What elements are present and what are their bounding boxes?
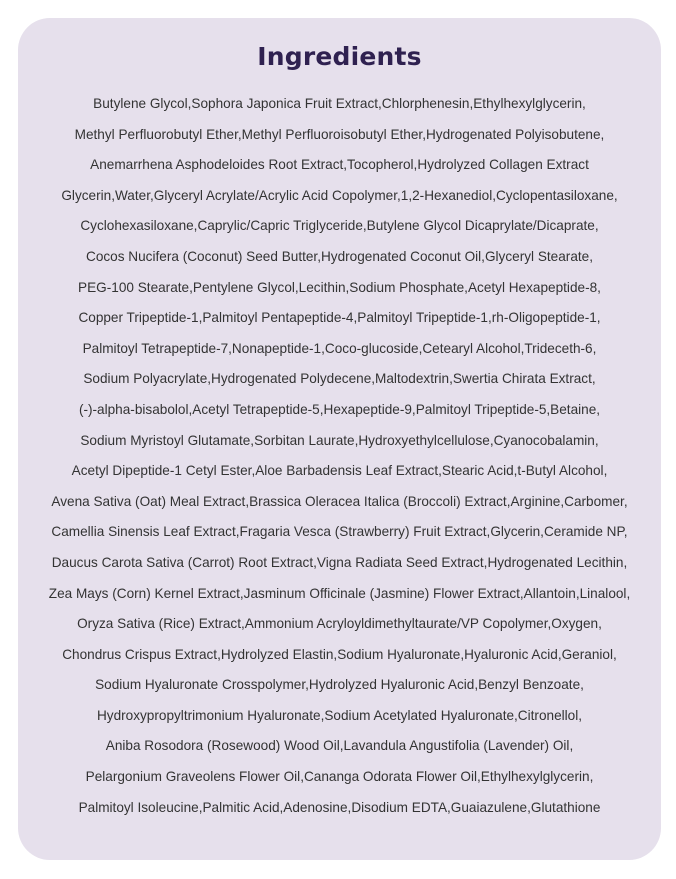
ingredient-line: Palmitoyl Isoleucine,Palmitic Acid,Adenosine,Disodium EDTA,Guaiazulene,Glutathione bbox=[78, 799, 601, 815]
ingredient-line: Hydroxypropyltrimonium Hyaluronate,Sodium Acetylated Hyaluronate,Citronellol, bbox=[96, 707, 583, 723]
ingredient-line: Avena Sativa (Oat) Meal Extract,Brassica Oleracea Italica (Broccoli) Extract,Arginine,Carbomer, bbox=[51, 493, 628, 509]
ingredient-line: Oryza Sativa (Rice) Extract,Ammonium Acryloyldimethyltaurate/VP Copolymer,Oxygen, bbox=[77, 616, 602, 632]
ingredients-panel bbox=[18, 18, 661, 860]
ingredient-line: Anemarrhena Asphodeloides Root Extract,Tocopherol,Hydrolyzed Collagen Extract bbox=[90, 157, 589, 173]
ingredient-line: Sodium Myristoyl Glutamate,Sorbitan Laurate,Hydroxyethylcellulose,Cyanocobalamin, bbox=[80, 432, 599, 448]
ingredient-line: Butylene Glycol,Sophora Japonica Fruit Extract,Chlorphenesin,Ethylhexylglycerin, bbox=[93, 96, 586, 111]
ingredients-title: Ingredients bbox=[257, 42, 422, 71]
ingredient-line: Sodium Polyacrylate,Hydrogenated Polydecene,Maltodextrin,Swertia Chirata Extract, bbox=[83, 371, 596, 387]
ingredient-line: Zea Mays (Corn) Kernel Extract,Jasminum Officinale (Jasmine) Flower Extract,Allantoin,Linalool, bbox=[48, 585, 631, 601]
ingredient-line: Cyclohexasiloxane,Caprylic/Capric Triglyceride,Butylene Glycol Dicaprylate/Dicaprate, bbox=[80, 218, 599, 234]
ingredient-line: Camellia Sinensis Leaf Extract,Fragaria Vesca (Strawberry) Fruit Extract,Glycerin,Ceramide NP, bbox=[51, 524, 628, 540]
ingredient-line: Cocos Nucifera (Coconut) Seed Butter,Hydrogenated Coconut Oil,Glyceryl Stearate, bbox=[86, 248, 593, 264]
ingredient-line: Aniba Rosodora (Rosewood) Wood Oil,Lavandula Angustifolia (Lavender) Oil, bbox=[105, 738, 574, 754]
ingredient-line: Chondrus Crispus Extract,Hydrolyzed Elastin,Sodium Hyaluronate,Hyaluronic Acid,Geraniol, bbox=[62, 646, 617, 662]
ingredient-line: Copper Tripeptide-1,Palmitoyl Pentapeptide-4,Palmitoyl Tripeptide-1,rh-Oligopeptide-1, bbox=[78, 310, 601, 326]
ingredients-list bbox=[18, 89, 661, 823]
ingredient-line: Acetyl Dipeptide-1 Cetyl Ester,Aloe Barbadensis Leaf Extract,Stearic Acid,t-Butyl Alcohol, bbox=[71, 463, 608, 479]
ingredient-line: Methyl Perfluorobutyl Ether,Methyl Perfluoroisobutyl Ether,Hydrogenated Polyisobutene, bbox=[74, 126, 605, 142]
ingredient-line: Pelargonium Graveolens Flower Oil,Cananga Odorata Flower Oil,Ethylhexylglycerin, bbox=[85, 769, 594, 785]
ingredient-line: Sodium Hyaluronate Crosspolymer,Hydrolyzed Hyaluronic Acid,Benzyl Benzoate, bbox=[95, 677, 584, 693]
ingredient-line: Glycerin,Water,Glyceryl Acrylate/Acrylic Acid Copolymer,1,2-Hexanediol,Cyclopentasiloxane, bbox=[61, 187, 618, 203]
ingredient-line: Daucus Carota Sativa (Carrot) Root Extract,Vigna Radiata Seed Extract,Hydrogenated Lecithin, bbox=[51, 554, 628, 570]
ingredient-line: Palmitoyl Tetrapeptide-7,Nonapeptide-1,Coco-glucoside,Cetearyl Alcohol,Trideceth-6, bbox=[82, 340, 597, 356]
ingredient-line: PEG-100 Stearate,Pentylene Glycol,Lecithin,Sodium Phosphate,Acetyl Hexapeptide-8, bbox=[78, 279, 601, 295]
ingredient-line: (-)-alpha-bisabolol,Acetyl Tetrapeptide-5,Hexapeptide-9,Palmitoyl Tripeptide-5,Betaine, bbox=[78, 401, 601, 417]
